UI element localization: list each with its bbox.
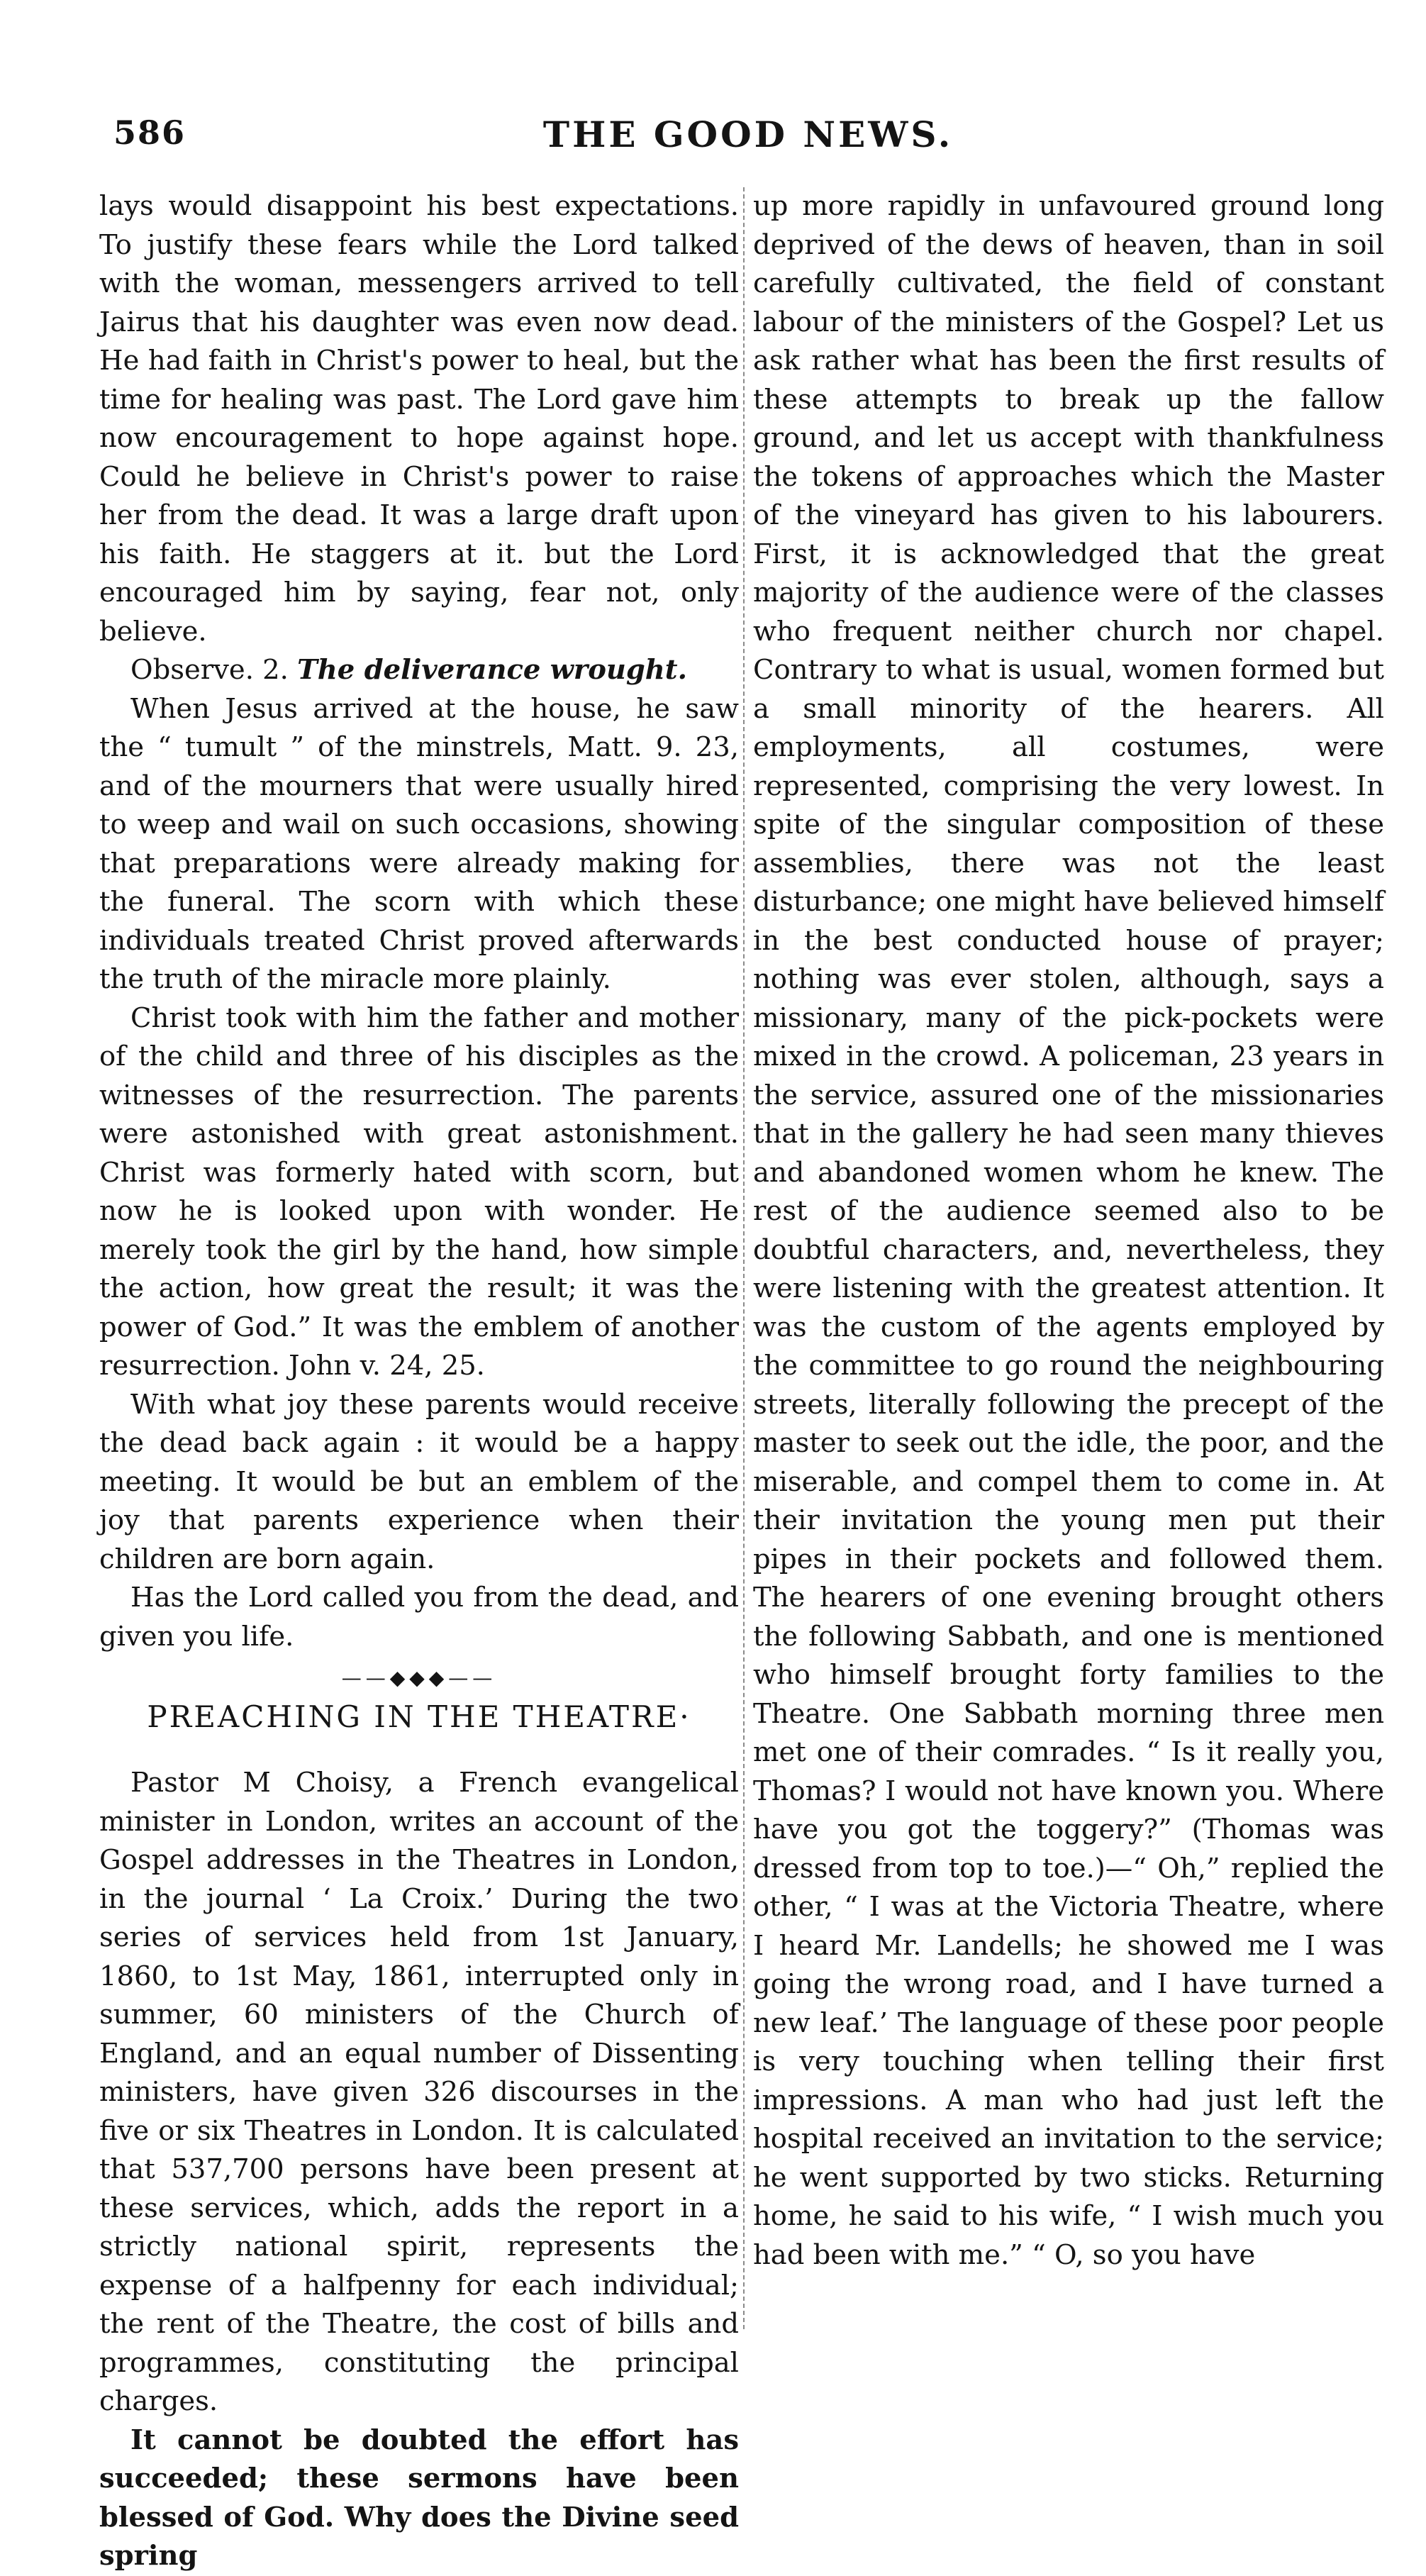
- section-divider: ——◆◆◆——: [341, 1666, 497, 1689]
- paragraph: It cannot be doubted the effort has succeeded; these sermons have been blessed of God. Why does the Divine seed spring: [99, 2424, 739, 2572]
- inline-heading: The deliverance wrought.: [297, 654, 687, 686]
- paragraph: lays would disappoint his best expectations. To justify these fears while the Lord talked with the woman, messengers arrived to tell Jairus that his daughter was even now dead. He had faith in Christ's power to heal, but the time for healing was past. The Lord gave him now encouragement to hope against hope. Could he believe in Christ's power to raise her from the dead. It was a large draft upon his faith. He staggers at it. but the Lord encouraged him by saying, fear not, only believe.: [99, 190, 739, 648]
- paragraph: up more rapidly in unfavoured ground long deprived of the dews of heaven, than in soil carefully cultivated, the field of constant labour of the ministers of the Gospel? Let us ask rather what has been the first results of these attempts to break up the fallow ground, and let us accept with thankfulness the tokens of approaches which the Master of the vineyard has given to his labourers. First, it is acknowledged that the great majority of the audience were of the classes who frequent neither church nor chapel. Contrary to what is usual, women formed but a small minority of the hearers. All employments, all costumes, were represented, comprising the very lowest. In spite of the singular composition of these assemblies, there was not the least disturbance; one might have believed himself in the best conducted house of prayer; nothing was ever stolen, although, says a missionary, many of the pick-pockets were mixed in the crowd. A policeman, 23 years in the service, assured one of the missionaries that in the gallery he had seen many thieves and abandoned women whom he knew. The rest of the audience seemed also to be doubtful characters, and, nevertheless, they were listening with the greatest attention. It was the custom of the agents employed by the committee to go round the neighbouring streets, literally following the precept of the master to seek out the idle, the poor, and the miserable, and compel them to come in. At their invitation the young men put their pipes in their pockets and followed them. The hearers of one evening brought others the following Sabbath, and one is mentioned who himself brought forty families to the Theatre. One Sabbath morning three men met one of their comrades. “ Is it really you, Thomas? I would not have known you. Where have you got the toggery?” (Thomas was dressed from top to toe.)—“ Oh,” replied the other, “ I was at the Victoria Theatre, where I heard Mr. Landells; he showed me I was going the wrong road, and I have turned a new leaf.’ The language of these poor people is very touching when telling their first impressions. A man who had just left the hospital received an invitation to the service; he went supported by two sticks. Returning home, he said to his wife, “ I wish much you had been with me.” “ O, so you have: [753, 190, 1384, 2271]
- section-title: PREACHING IN THE THEATRE·: [147, 1699, 691, 1734]
- running-title: THE GOOD NEWS.: [542, 113, 954, 155]
- right-column: [753, 187, 1384, 2275]
- left-column: [99, 187, 739, 2576]
- column-divider: [743, 187, 745, 2329]
- paragraph-observe: [99, 651, 739, 690]
- paragraph: Pastor M Choisy, a French evangelical minister in London, writes an account of the Gospel addresses in the Theatres in London, in the journal ‘ La Croix.’ During the two series of services held from 1st January, 1860, to 1st May, 1861, interrupted only in summer, 60 ministers of the Church of England, and an equal number of Dissenting ministers, have given 326 discourses in the five or six Theatres in London. It is calculated that 537,700 persons have been present at these services, which, adds the report in a strictly national spirit, represents the expense of a halfpenny for each individual; the rent of the Theatre, the cost of bills and programmes, constituting the principal charges.: [99, 1767, 739, 2417]
- paragraph: Has the Lord called you from the dead, and given you life.: [99, 1582, 739, 1653]
- page-header: [113, 113, 1383, 170]
- observe-lead: Observe. 2.: [130, 654, 289, 686]
- page-number: 586: [113, 113, 186, 152]
- paragraph: When Jesus arrived at the house, he saw the “ tumult ” of the minstrels, Matt. 9. 23, and of the mourners that were usually hired to weep and wail on such occasions, showing that preparations were already making for the funeral. The scorn with which these individuals treated Christ proved afterwards the truth of the miracle more plainly.: [99, 692, 739, 995]
- paragraph: With what joy these parents would receive the dead back again : it would be a happy meeting. It would be but an emblem of the joy that parents experience when their children are born again.: [99, 1388, 739, 1575]
- paragraph: Christ took with him the father and mother of the child and three of his disciples as the witnesses of the resurrection. The parents were astonished with great astonishment. Christ was formerly hated with scorn, but now he is looked upon with wonder. He merely took the girl by the hand, how simple the action, how great the result; it was the power of God.” It was the emblem of another resurrection. John v. 24, 25.: [99, 1001, 739, 1382]
